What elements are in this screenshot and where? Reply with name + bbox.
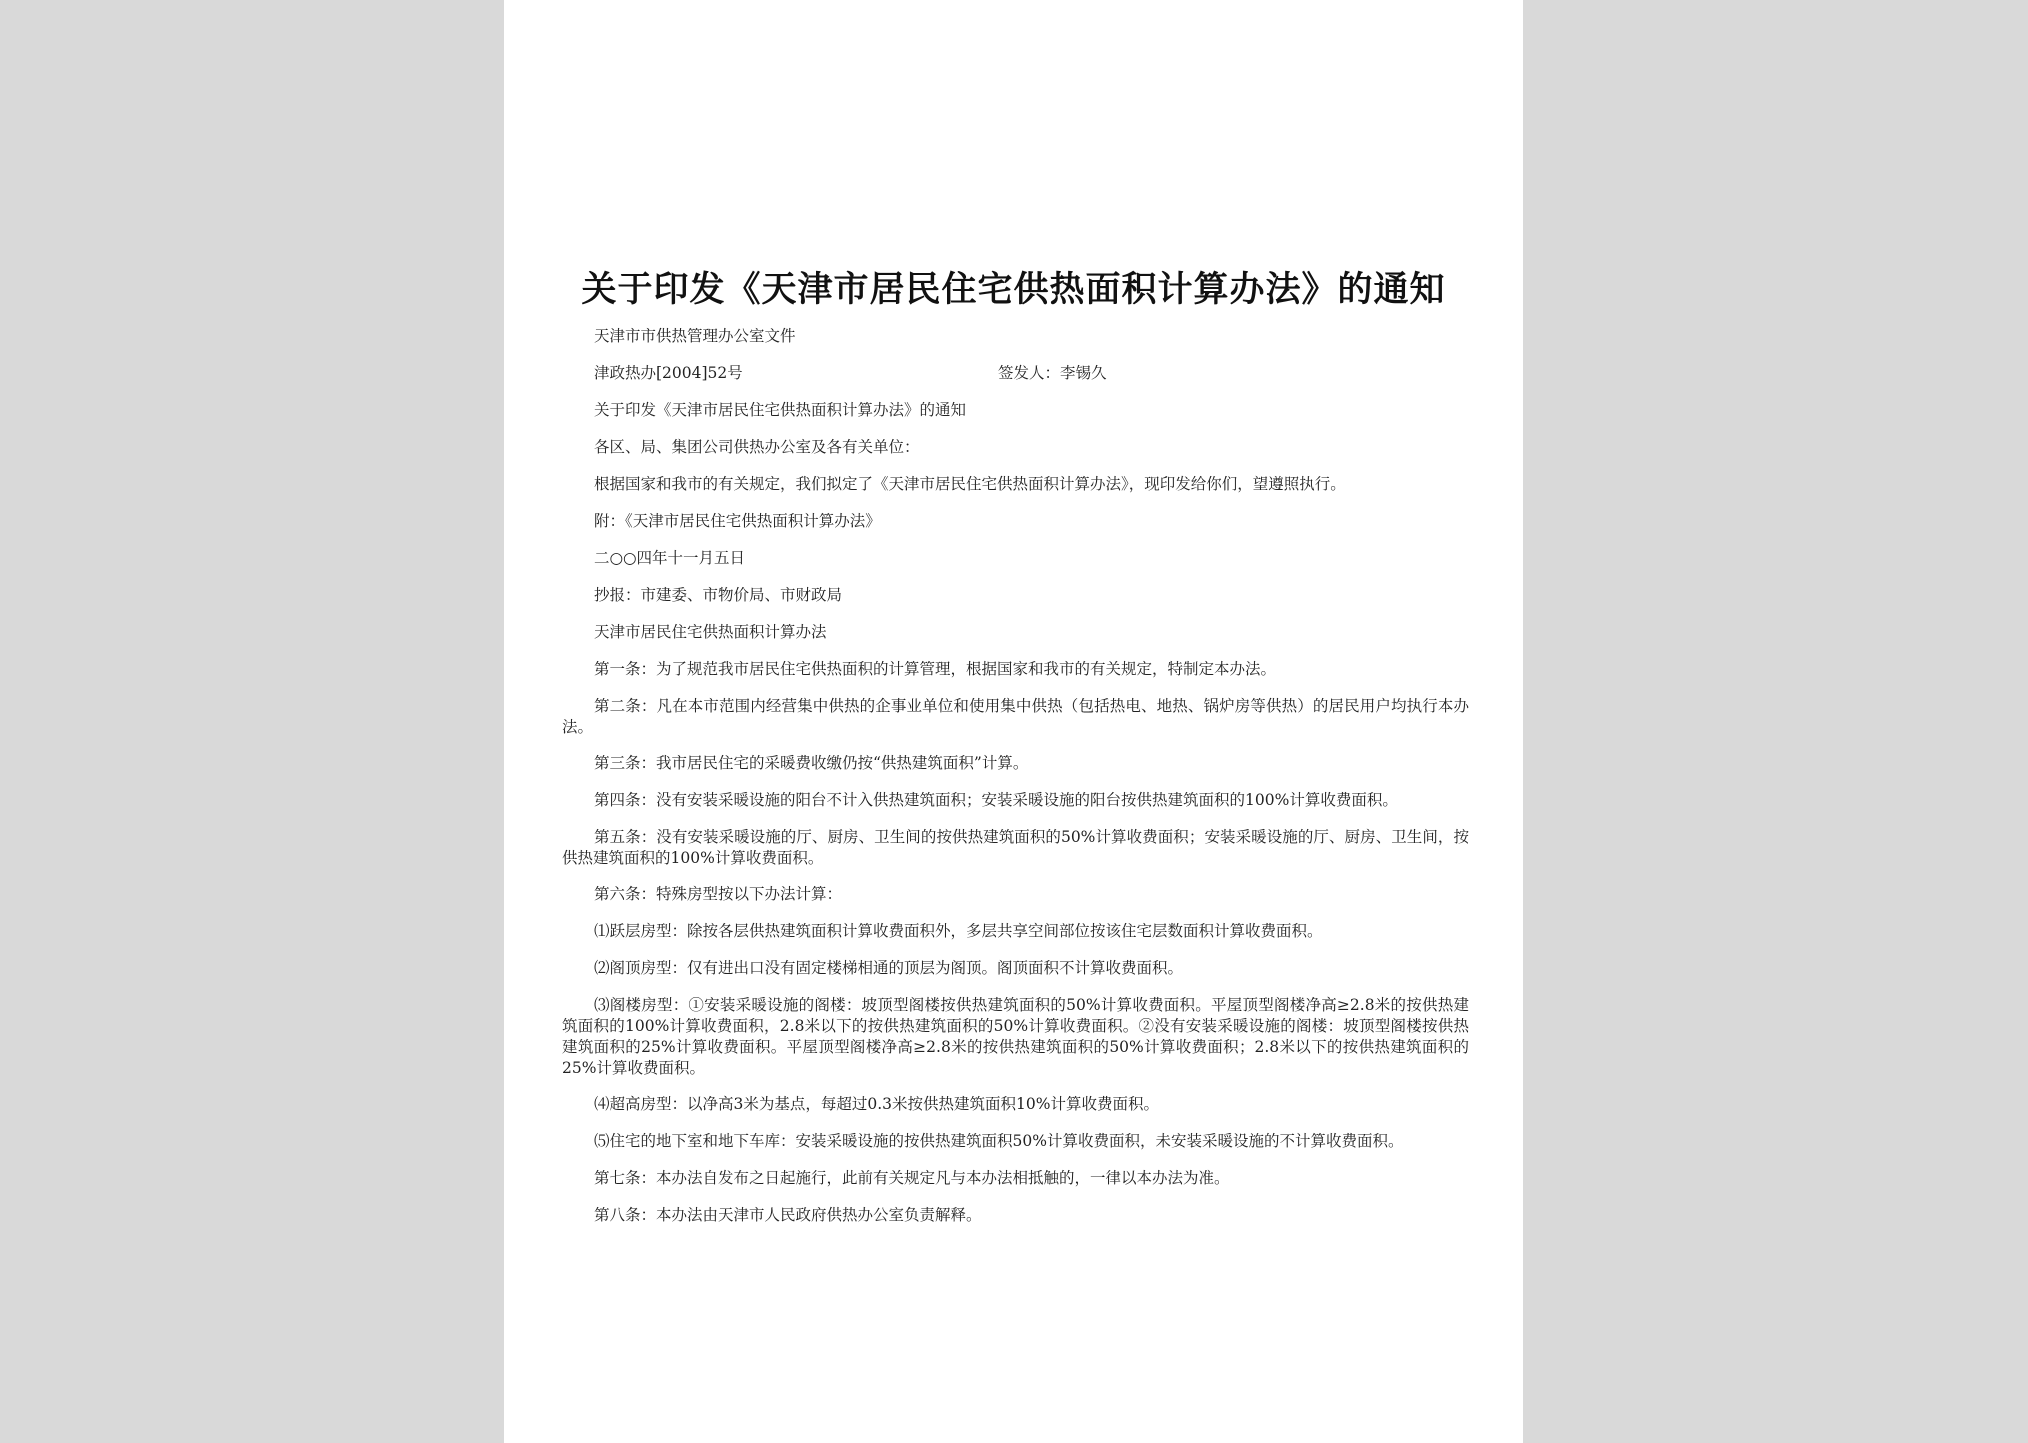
regulation-title: 天津市居民住宅供热面积计算办法: [594, 623, 827, 641]
issuer-line: 天津市市供热管理办公室文件: [594, 327, 796, 345]
cc-line: 抄报：市建委、市物价局、市财政局: [594, 586, 843, 604]
notice-subtitle: 关于印发《天津市居民住宅供热面积计算办法》的通知: [594, 401, 967, 419]
addressee: 各区、局、集团公司供热办公室及各有关单位：: [594, 438, 920, 456]
article-6-item-5: ⑸住宅的地下室和地下车库：安装采暖设施的按供热建筑面积50%计算收费面积，未安装采暖设施的不计算收费面积。: [594, 1132, 1404, 1150]
body-text: 根据国家和我市的有关规定，我们拟定了《天津市居民住宅供热面积计算办法》，现印发给你们，望遵照执行。: [594, 475, 1346, 493]
article-6-item-3: ⑶阁楼房型：①安装采暖设施的阁楼：坡顶型阁楼按供热建筑面积的50%计算收费面积。平屋顶型阁楼净高≥2.8米的按供热建筑面积的100%计算收费面积，2.8米以下的按供热建筑面积的50%计算收费面积。②没有安装采暖设施的阁楼：坡顶型阁楼按供热建筑面积的25%计算收费面积。平屋顶型阁楼净高≥2.8米的按供热建筑面积的50%计算收费面积；2.8米以下的按供热建筑面积的25%计算收费面积。: [562, 996, 1469, 1077]
article-6-item-1: ⑴跃层房型：除按各层供热建筑面积计算收费面积外，多层共享空间部位按该住宅层数面积计算收费面积。: [594, 922, 1323, 940]
article-1: 第一条：为了规范我市居民住宅供热面积的计算管理，根据国家和我市的有关规定，特制定本办法。: [594, 660, 1277, 678]
article-3: 第三条：我市居民住宅的采暖费收缴仍按“供热建筑面积”计算。: [594, 754, 1029, 772]
article-4: 第四条：没有安装采暖设施的阳台不计入供热建筑面积；安装采暖设施的阳台按供热建筑面积的100%计算收费面积。: [594, 791, 1398, 809]
article-7: 第七条：本办法自发布之日起施行，此前有关规定凡与本办法相抵触的，一律以本办法为准。: [594, 1169, 1230, 1187]
signer: 签发人：李锡久: [998, 364, 1107, 382]
date-line: 二○○四年十一月五日: [594, 549, 746, 567]
attachment-line: 附：《天津市居民住宅供热面积计算办法》: [594, 512, 881, 530]
article-6-item-4: ⑷超高房型：以净高3米为基点，每超过0.3米按供热建筑面积10%计算收费面积。: [594, 1095, 1159, 1113]
article-5: 第五条：没有安装采暖设施的厅、厨房、卫生间的按供热建筑面积的50%计算收费面积；安装采暖设施的厅、厨房、卫生间，按供热建筑面积的100%计算收费面积。: [562, 828, 1469, 867]
doc-number: 津政热办[2004]52号: [594, 364, 743, 382]
article-8: 第八条：本办法由天津市人民政府供热办公室负责解释。: [594, 1206, 982, 1224]
document-page: [504, 0, 1523, 1443]
article-2: 第二条：凡在本市范围内经营集中供热的企事业单位和使用集中供热（包括热电、地热、锅炉房等供热）的居民用户均执行本办法。: [562, 697, 1469, 736]
article-6-item-2: ⑵阁顶房型：仅有进出口没有固定楼梯相通的顶层为阁顶。阁顶面积不计算收费面积。: [594, 959, 1184, 977]
article-6: 第六条：特殊房型按以下办法计算：: [594, 885, 843, 903]
document-title: 关于印发《天津市居民住宅供热面积计算办法》的通知: [581, 269, 1446, 310]
